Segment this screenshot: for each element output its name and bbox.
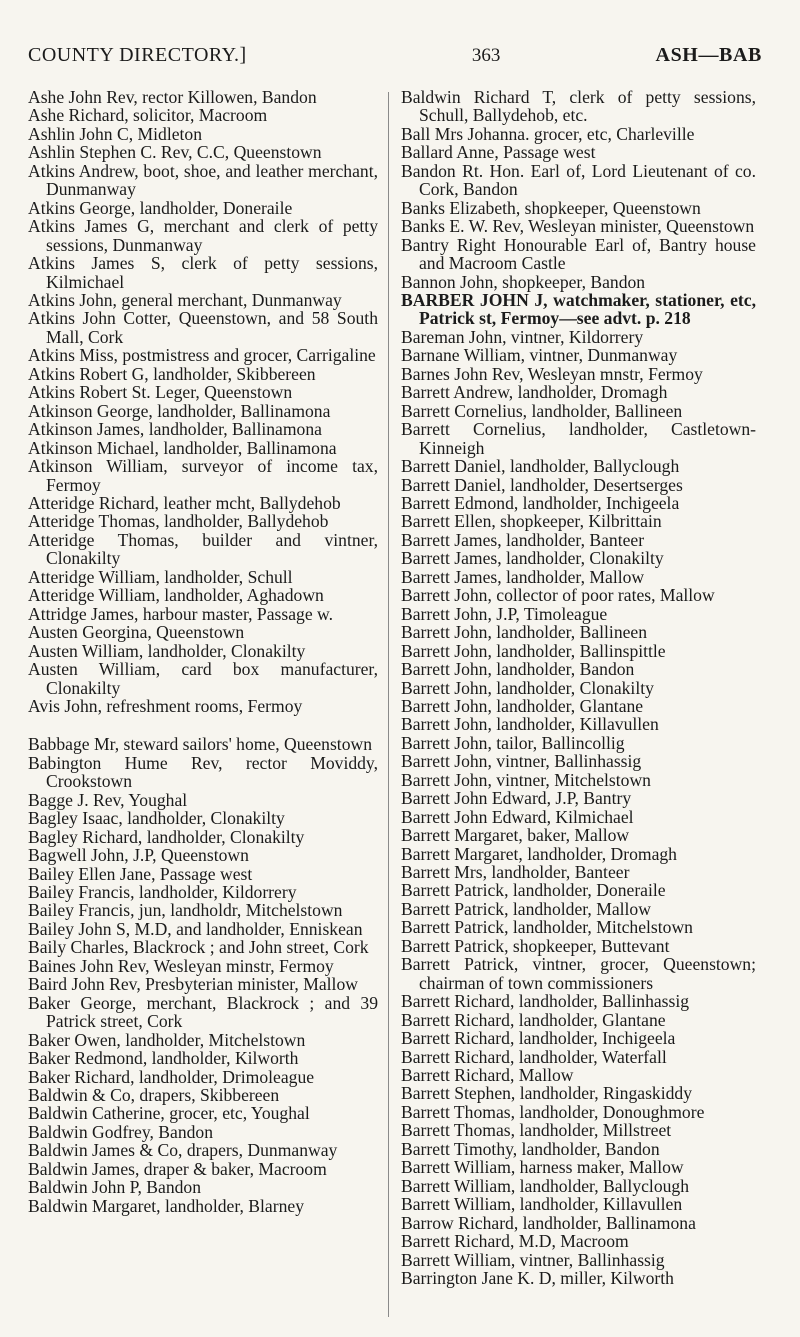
directory-entry: Bailey Francis, jun, landholdr, Mitchelstown — [28, 900, 343, 921]
directory-entry: Barrett John, vintner, Ballinhassig — [401, 751, 642, 772]
page-number: 363 — [471, 45, 501, 66]
directory-entry: Barrett Patrick, landholder, Mallow — [401, 898, 651, 919]
directory-entry: Banks Elizabeth, shopkeeper, Queenstown — [401, 197, 701, 218]
directory-entry: Baker Owen, landholder, Mitchelstown — [28, 1029, 306, 1050]
directory-entry: Bailey Ellen Jane, Passage west — [28, 863, 253, 884]
directory-entry: Atkins Robert G, landholder, Skibbereen — [28, 363, 316, 384]
directory-entry: Atkinson William, surveyor of income tax, Fermoy — [28, 456, 378, 495]
directory-entry: Atkinson Michael, landholder, Ballinamona — [28, 437, 337, 458]
directory-entry: Barrett Patrick, vintner, grocer, Queenstown; chairman of town commissioners — [401, 954, 756, 993]
directory-entry: Bagley Richard, landholder, Clonakilty — [28, 826, 305, 847]
directory-entry: Bandon Rt. Hon. Earl of, Lord Lieutenant of co. Cork, Bandon — [401, 160, 756, 200]
directory-entry: Barrett Patrick, landholder, Mitchelstown — [401, 917, 693, 938]
directory-entry: Ball Mrs Johanna. grocer, etc, Charleville — [401, 123, 695, 144]
directory-entry: Barrett John, J.P, Timoleague — [401, 603, 608, 624]
directory-entry: Barrett Richard, landholder, Inchigeela — [401, 1028, 676, 1049]
directory-entry: Babington Hume Rev, rector Moviddy, Crookstown — [28, 752, 378, 792]
directory-entry: Barrett James, landholder, Banteer — [401, 529, 645, 550]
directory-entry: Bantry Right Honourable Earl of, Bantry house and Macroom Castle — [401, 234, 756, 274]
directory-entry: Barrett William, landholder, Killavullen — [401, 1194, 683, 1215]
directory-entry: Avis John, refreshment rooms, Fermoy — [28, 695, 303, 716]
directory-entry: Atteridge Thomas, builder and vintner, Clonakilty — [28, 529, 378, 569]
directory-entry: Atkins James G, merchant and clerk of petty sessions, Dunmanway — [28, 216, 378, 255]
directory-entry: Barrett Margaret, baker, Mallow — [401, 825, 630, 846]
directory-entry: Barrett James, landholder, Clonakilty — [401, 548, 664, 569]
directory-entry: Banks E. W. Rev, Wesleyan minister, Queenstown — [401, 216, 755, 237]
directory-entry: Barrett Richard, landholder, Glantane — [401, 1009, 666, 1030]
directory-entry: Atteridge William, landholder, Schull — [28, 566, 293, 587]
directory-entry: Barrett William, landholder, Ballyclough — [401, 1175, 690, 1196]
directory-entry: Atkinson George, landholder, Ballinamona — [28, 400, 331, 421]
directory-entry: Ashlin Stephen C. Rev, C.C, Queenstown — [28, 142, 322, 163]
directory-entry: Babbage Mr, steward sailors' home, Queenstown — [28, 734, 372, 755]
left-column — [28, 88, 378, 1215]
directory-entry: Atteridge Thomas, landholder, Ballydehob — [28, 511, 329, 532]
directory-entry: Atkinson James, landholder, Ballinamona — [28, 419, 322, 440]
directory-entry: Atteridge William, landholder, Aghadown — [28, 585, 324, 606]
directory-entry: Baldwin John P, Bandon — [28, 1177, 202, 1198]
directory-entry: Atkins John, general merchant, Dunmanway — [28, 289, 342, 310]
directory-entry: Baldwin Richard T, clerk of petty sessions, Schull, Ballydehob, etc. — [401, 87, 756, 126]
directory-entry: Barrett John, landholder, Ballinspittle — [401, 640, 666, 661]
directory-entry: Bareman John, vintner, Kildorrery — [401, 326, 644, 347]
directory-entry: Barrett Daniel, landholder, Ballyclough — [401, 456, 680, 477]
running-head-left: COUNTY DIRECTORY.] — [28, 44, 247, 66]
running-head-right: ASH—BAB — [655, 44, 762, 66]
directory-entry: Barrett Cornelius, landholder, Castletown-Kinneigh — [401, 419, 756, 458]
directory-entry: Atkins James S, clerk of petty sessions, Kilmichael — [28, 253, 378, 292]
directory-entry: Barrett Patrick, shopkeeper, Buttevant — [401, 935, 670, 956]
directory-entry: Baird John Rev, Presbyterian minister, Mallow — [28, 974, 358, 995]
directory-entry: Barnane William, vintner, Dunmanway — [401, 345, 678, 366]
directory-entry: Ashe Richard, solicitor, Macroom — [28, 105, 268, 126]
directory-entry: Baldwin Margaret, landholder, Blarney — [28, 1195, 304, 1216]
directory-entry: Austen Georgina, Queenstown — [28, 622, 245, 643]
directory-entry: Barrett John, tailor, Ballincollig — [401, 732, 625, 753]
directory-entry: Barrett John Edward, Kilmichael — [401, 806, 634, 827]
directory-entry: Baldwin Godfrey, Bandon — [28, 1121, 214, 1142]
directory-entry: Barrett Richard, landholder, Ballinhassig — [401, 991, 690, 1012]
directory-entry: Atkins Miss, postmistress and grocer, Carrigaline — [28, 345, 376, 366]
directory-entry: Barrett Daniel, landholder, Desertserges — [401, 474, 683, 495]
directory-entry: Austen William, card box manufacturer, Clonakilty — [28, 659, 378, 698]
directory-entry: Barrett John Edward, J.P, Bantry — [401, 788, 632, 809]
directory-entry: Bagge J. Rev, Youghal — [28, 789, 188, 810]
directory-entry: Barrow Richard, landholder, Ballinamona — [401, 1212, 696, 1233]
directory-entry: Ballard Anne, Passage west — [401, 142, 596, 163]
directory-entry: Barrett John, landholder, Clonakilty — [401, 677, 654, 698]
directory-entry: Atkins Andrew, boot, shoe, and leather merchant, Dunmanway — [28, 160, 378, 200]
directory-entry: Barrett Edmond, landholder, Inchigeela — [401, 492, 680, 513]
directory-entry: Barrett William, harness maker, Mallow — [401, 1157, 684, 1178]
directory-entry: Austen William, landholder, Clonakilty — [28, 640, 306, 661]
directory-entry: Bagwell John, J.P, Queenstown — [28, 845, 249, 866]
directory-entry: Atkins John Cotter, Queenstown, and 58 South Mall, Cork — [28, 308, 378, 347]
directory-entry: Barrett John, vintner, Mitchelstown — [401, 769, 651, 790]
directory-entry: Barrett Thomas, landholder, Donoughmore — [401, 1101, 705, 1122]
directory-entry: Barrett Mrs, landholder, Banteer — [401, 862, 630, 883]
directory-entry: Baines John Rev, Wesleyan minstr, Fermoy — [28, 955, 334, 976]
directory-entry: Barrett Richard, Mallow — [401, 1065, 574, 1086]
directory-entry: Barrett William, vintner, Ballinhassig — [401, 1249, 665, 1270]
column-divider — [388, 92, 389, 1317]
directory-entry: Bailey Francis, landholder, Kildorrery — [28, 882, 297, 903]
right-column — [401, 88, 756, 1287]
directory-entry: Baldwin James, draper & baker, Macroom — [28, 1158, 327, 1179]
directory-entry: Barrett John, landholder, Killavullen — [401, 714, 659, 735]
directory-entry: Barrett John, landholder, Bandon — [401, 659, 635, 680]
directory-entry: Bailey John S, M.D, and landholder, Enniskean — [28, 918, 363, 939]
directory-entry: Barrett Richard, landholder, Waterfall — [401, 1046, 667, 1067]
directory-entry: Atteridge Richard, leather mcht, Ballydehob — [28, 492, 341, 513]
directory-entry: Baker Richard, landholder, Drimoleague — [28, 1066, 315, 1087]
directory-entry: Barrett John, landholder, Glantane — [401, 695, 644, 716]
directory-entry: Ashe John Rev, rector Killowen, Bandon — [28, 87, 317, 107]
section-gap — [28, 715, 378, 735]
page-header — [28, 44, 762, 78]
directory-entry: Barrett John, collector of poor rates, Mallow — [401, 585, 715, 606]
directory-entry: Bannon John, shopkeeper, Bandon — [401, 271, 646, 292]
directory-entry: Barrett Ellen, shopkeeper, Kilbrittain — [401, 511, 662, 532]
directory-entry: Baker George, merchant, Blackrock ; and 39 Patrick street, Cork — [28, 992, 378, 1032]
directory-entry: Barrett Cornelius, landholder, Ballineen — [401, 400, 683, 421]
directory-entry: Barrett Richard, M.D, Macroom — [401, 1231, 629, 1252]
directory-entry: Barrett John, landholder, Ballineen — [401, 622, 648, 643]
directory-entry: Baldwin & Co, drapers, Skibbereen — [28, 1085, 280, 1106]
directory-entry: Barrett Stephen, landholder, Ringaskiddy — [401, 1083, 693, 1104]
directory-entry: BARBER JOHN J, watchmaker, stationer, etc, Patrick st, Fermoy—see advt. p. 218 — [401, 289, 756, 329]
directory-entry: Atkins Robert St. Leger, Queenstown — [28, 382, 293, 403]
directory-entry: Baldwin Catherine, grocer, etc, Youghal — [28, 1103, 310, 1124]
directory-entry: Barrington Jane K. D, miller, Kilworth — [401, 1268, 674, 1288]
directory-entry: Barrett Timothy, landholder, Bandon — [401, 1138, 660, 1159]
directory-entry: Baker Redmond, landholder, Kilworth — [28, 1048, 299, 1069]
directory-entry: Attridge James, harbour master, Passage w. — [28, 603, 333, 624]
directory-entry: Barnes John Rev, Wesleyan mnstr, Fermoy — [401, 363, 703, 384]
directory-entry: Baldwin James & Co, drapers, Dunmanway — [28, 1140, 338, 1161]
directory-entry: Barrett James, landholder, Mallow — [401, 566, 645, 587]
directory-entry: Ashlin John C, Midleton — [28, 123, 202, 144]
directory-entry: Baily Charles, Blackrock ; and John street, Cork — [28, 937, 369, 958]
directory-entry: Barrett Thomas, landholder, Millstreet — [401, 1120, 672, 1141]
directory-entry: Bagley Isaac, landholder, Clonakilty — [28, 808, 285, 829]
directory-entry: Atkins George, landholder, Doneraile — [28, 197, 293, 218]
directory-entry: Barrett Andrew, landholder, Dromagh — [401, 382, 668, 403]
directory-entry: Barrett Patrick, landholder, Doneraile — [401, 880, 666, 901]
directory-entry: Barrett Margaret, landholder, Dromagh — [401, 843, 677, 864]
